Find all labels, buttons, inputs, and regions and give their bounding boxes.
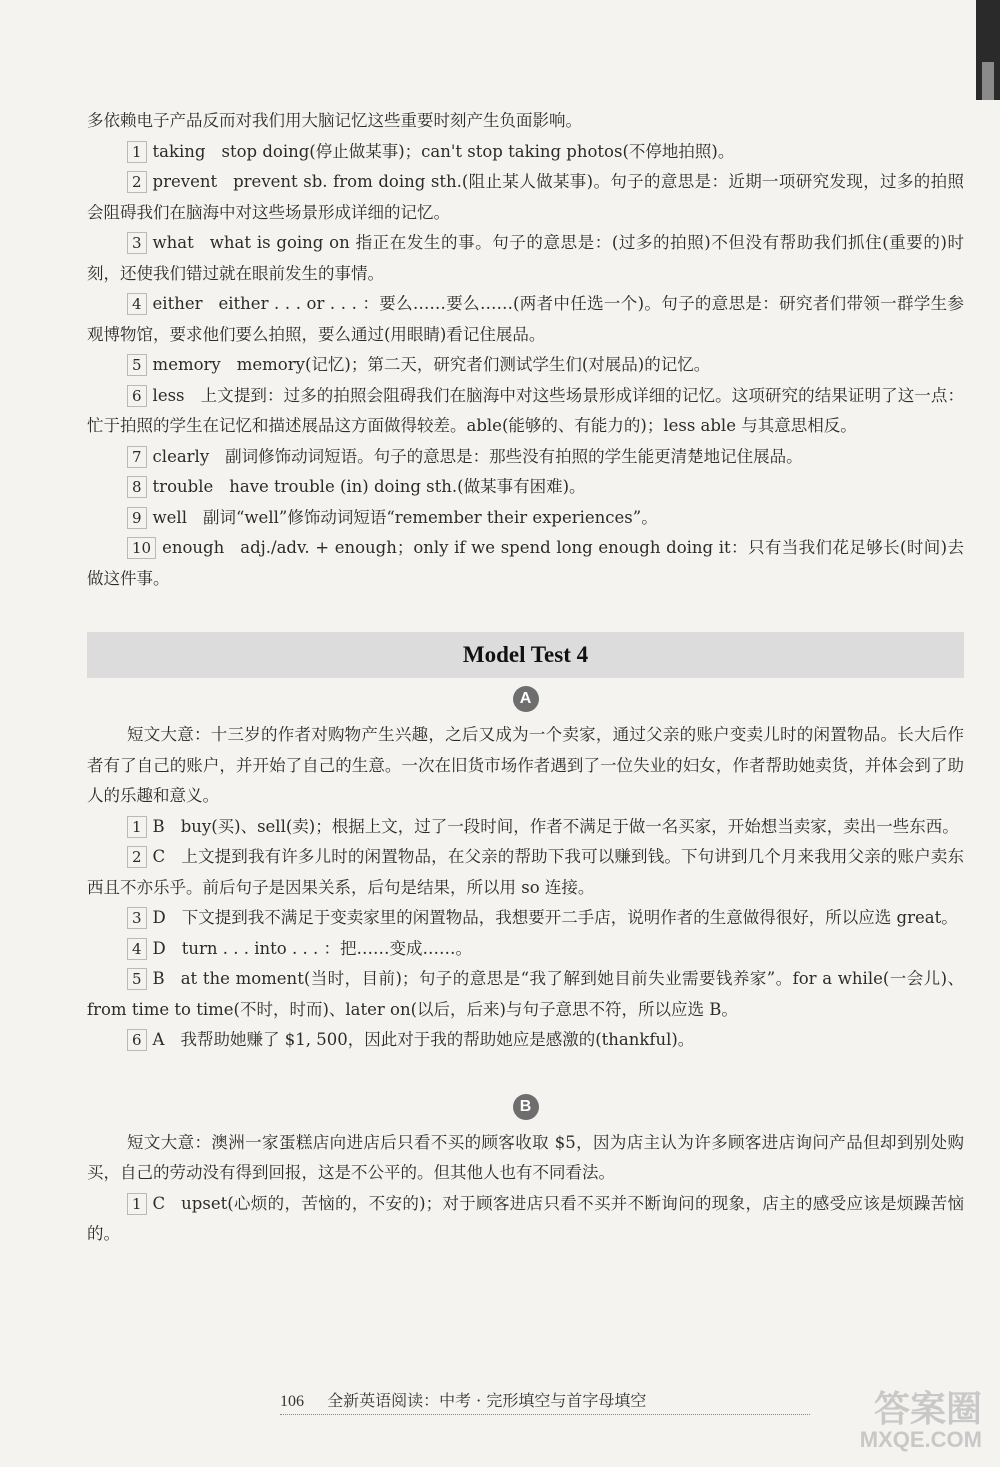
answer-item (87, 442, 964, 473)
model-test-title: Model Test 4 (87, 632, 964, 678)
answer-item (87, 381, 964, 442)
item-answer: well (152, 507, 187, 527)
item-explanation: have trouble (in) doing sth.(做某事有困难)。 (229, 477, 586, 496)
answer-item (87, 934, 964, 965)
item-explanation: stop doing(停止做某事)；can't stop taking photos(不停地拍照)。 (221, 141, 735, 161)
answer-item (87, 533, 964, 594)
section-a-summary: 短文大意：十三岁的作者对购物产生兴趣，之后又成为一个卖家，通过父亲的账户变卖儿时的闲置物品。长大后作者有了自己的账户，并开始了自己的生意。一次在旧货市场作者遇到了一位失业的妇女，作者帮助她卖货，并体会到了助人的乐趣和意义。 (87, 725, 964, 805)
item-answer: C (152, 1193, 166, 1213)
page-number: 106 (280, 1393, 304, 1410)
answer-item (87, 1025, 964, 1056)
item-number: 2 (127, 846, 147, 868)
item-explanation: 副词修饰动词短语。句子的意思是：那些没有拍照的学生能更清楚地记住展品。 (225, 446, 803, 466)
item-answer: less (152, 385, 185, 405)
item-answer: what (152, 233, 194, 252)
answer-item (87, 167, 964, 228)
page-content (87, 106, 964, 1250)
item-number: 5 (127, 354, 147, 376)
item-answer: B (152, 816, 165, 836)
item-explanation: at the moment(当时，目前)；句子的意思是“我了解到她目前失业需要钱养家”。for a while(一会儿)、from time to time(不时，时而)、later on(以后，后来)与句子意思不符，所以应选 B。 (87, 969, 964, 1019)
item-explanation: 上文提到：过多的拍照会阻碍我们在脑海中对这些场景形成详细的记忆。这项研究的结果证明了这一点：忙于拍照的学生在记忆和描述展品这方面做得较差。able(能够的、有能力的)；less able 与其意思相反。 (87, 385, 964, 435)
item-number: 1 (127, 1193, 147, 1215)
watermark-line-2: MXQE.COM (859, 1427, 982, 1452)
item-explanation: what is going on 指正在发生的事。句子的意思是：(过多的拍照)不但没有帮助我们抓住(重要的)时刻，还使我们错过就在眼前发生的事情。 (87, 233, 964, 283)
item-explanation: memory(记忆)；第二天，研究者们测试学生们(对展品)的记忆。 (236, 355, 711, 374)
page-edge-tab (976, 0, 1000, 100)
item-answer: B (152, 969, 165, 988)
item-explanation: turn . . . into . . . ：把……变成……。 (181, 938, 472, 958)
answer-item (87, 137, 964, 168)
continued-paragraph: 多依赖电子产品反而对我们用大脑记忆这些重要时刻产生负面影响。 (87, 111, 582, 130)
item-answer: memory (152, 355, 221, 374)
item-number: 6 (127, 385, 147, 407)
item-number: 1 (127, 141, 147, 163)
item-explanation: either . . . or . . . ：要么……要么……(两者中任选一个)。句子的意思是：研究者们带领一群学生参观博物馆，要求他们要么拍照，要么通过(用眼睛)看记住展品。 (87, 294, 964, 344)
item-answer: trouble (152, 477, 214, 496)
book-title: 全新英语阅读：中考 · 完形填空与首字母填空 (327, 1391, 647, 1410)
footer-rule (280, 1414, 810, 1415)
section-b-mark: B (513, 1094, 539, 1120)
answer-item (87, 812, 964, 843)
item-number: 3 (127, 232, 147, 254)
item-number: 9 (127, 507, 147, 529)
section-b-answer-list (87, 1189, 964, 1250)
answer-item (87, 842, 964, 903)
item-answer: A (152, 1030, 165, 1049)
item-answer: clearly (152, 446, 210, 466)
item-explanation: buy(买)、sell(卖)；根据上文，过了一段时间，作者不满足于做一名买家，开始想当卖家，卖出一些东西。 (180, 816, 959, 836)
page-footer (280, 1388, 646, 1411)
watermark-logo (860, 1390, 982, 1452)
item-number: 6 (127, 1029, 147, 1051)
item-number: 2 (127, 171, 147, 193)
item-explanation: adj./adv. + enough；only if we spend long enough doing it：只有当我们花足够长(时间)去做这件事。 (87, 538, 964, 588)
item-answer: D (152, 908, 166, 927)
item-number: 3 (127, 907, 147, 929)
answer-item (87, 472, 964, 503)
item-explanation: 我帮助她赚了 $1, 500，因此对于我的帮助她应是感激的(thankful)。 (180, 1030, 695, 1049)
item-answer: enough (162, 538, 225, 557)
top-answer-list (87, 137, 964, 595)
section-a-answer-list (87, 812, 964, 1056)
item-number: 5 (127, 968, 147, 990)
item-number: 8 (127, 476, 147, 498)
item-answer: either (152, 294, 203, 313)
section-b-summary: 短文大意：澳洲一家蛋糕店向进店后只看不买的顾客收取 $5，因为店主认为许多顾客进店询问产品但却到别处购买，自己的劳动没有得到回报，这是不公平的。但其他人也有不同看法。 (87, 1132, 964, 1182)
watermark-line-1: 答案圈 (873, 1388, 982, 1429)
item-number: 1 (127, 816, 147, 838)
item-answer: prevent (152, 172, 218, 191)
answer-item (87, 503, 964, 534)
section-a-mark: A (513, 686, 539, 712)
answer-item (87, 1189, 964, 1250)
item-explanation: prevent sb. from doing sth.(阻止某人做某事)。句子的意思是：近期一项研究发现，过多的拍照会阻碍我们在脑海中对这些场景形成详细的记忆。 (87, 172, 964, 222)
item-explanation: upset(心烦的，苦恼的，不安的)；对于顾客进店只看不买并不断询问的现象，店主的感受应该是烦躁苦恼的。 (87, 1193, 964, 1243)
item-answer: C (152, 847, 166, 866)
item-number: 4 (127, 938, 147, 960)
item-answer: D (152, 938, 166, 958)
item-explanation: 下文提到我不满足于变卖家里的闲置物品，我想要开二手店，说明作者的生意做得很好，所以应选 great。 (181, 908, 958, 927)
item-explanation: 上文提到我有许多儿时的闲置物品，在父亲的帮助下我可以赚到钱。下句讲到几个月来我用父亲的账户卖东西且不亦乐乎。前后句子是因果关系，后句是结果，所以用 so 连接。 (87, 847, 964, 897)
item-number: 7 (127, 446, 147, 468)
item-number: 10 (127, 537, 156, 559)
item-answer: taking (152, 141, 206, 161)
answer-item (87, 964, 964, 1025)
answer-item (87, 903, 964, 934)
answer-item (87, 350, 964, 381)
item-explanation: 副词“well”修饰动词短语“remember their experiences”。 (203, 507, 658, 527)
answer-item (87, 289, 964, 350)
answer-item (87, 228, 964, 289)
item-number: 4 (127, 293, 147, 315)
